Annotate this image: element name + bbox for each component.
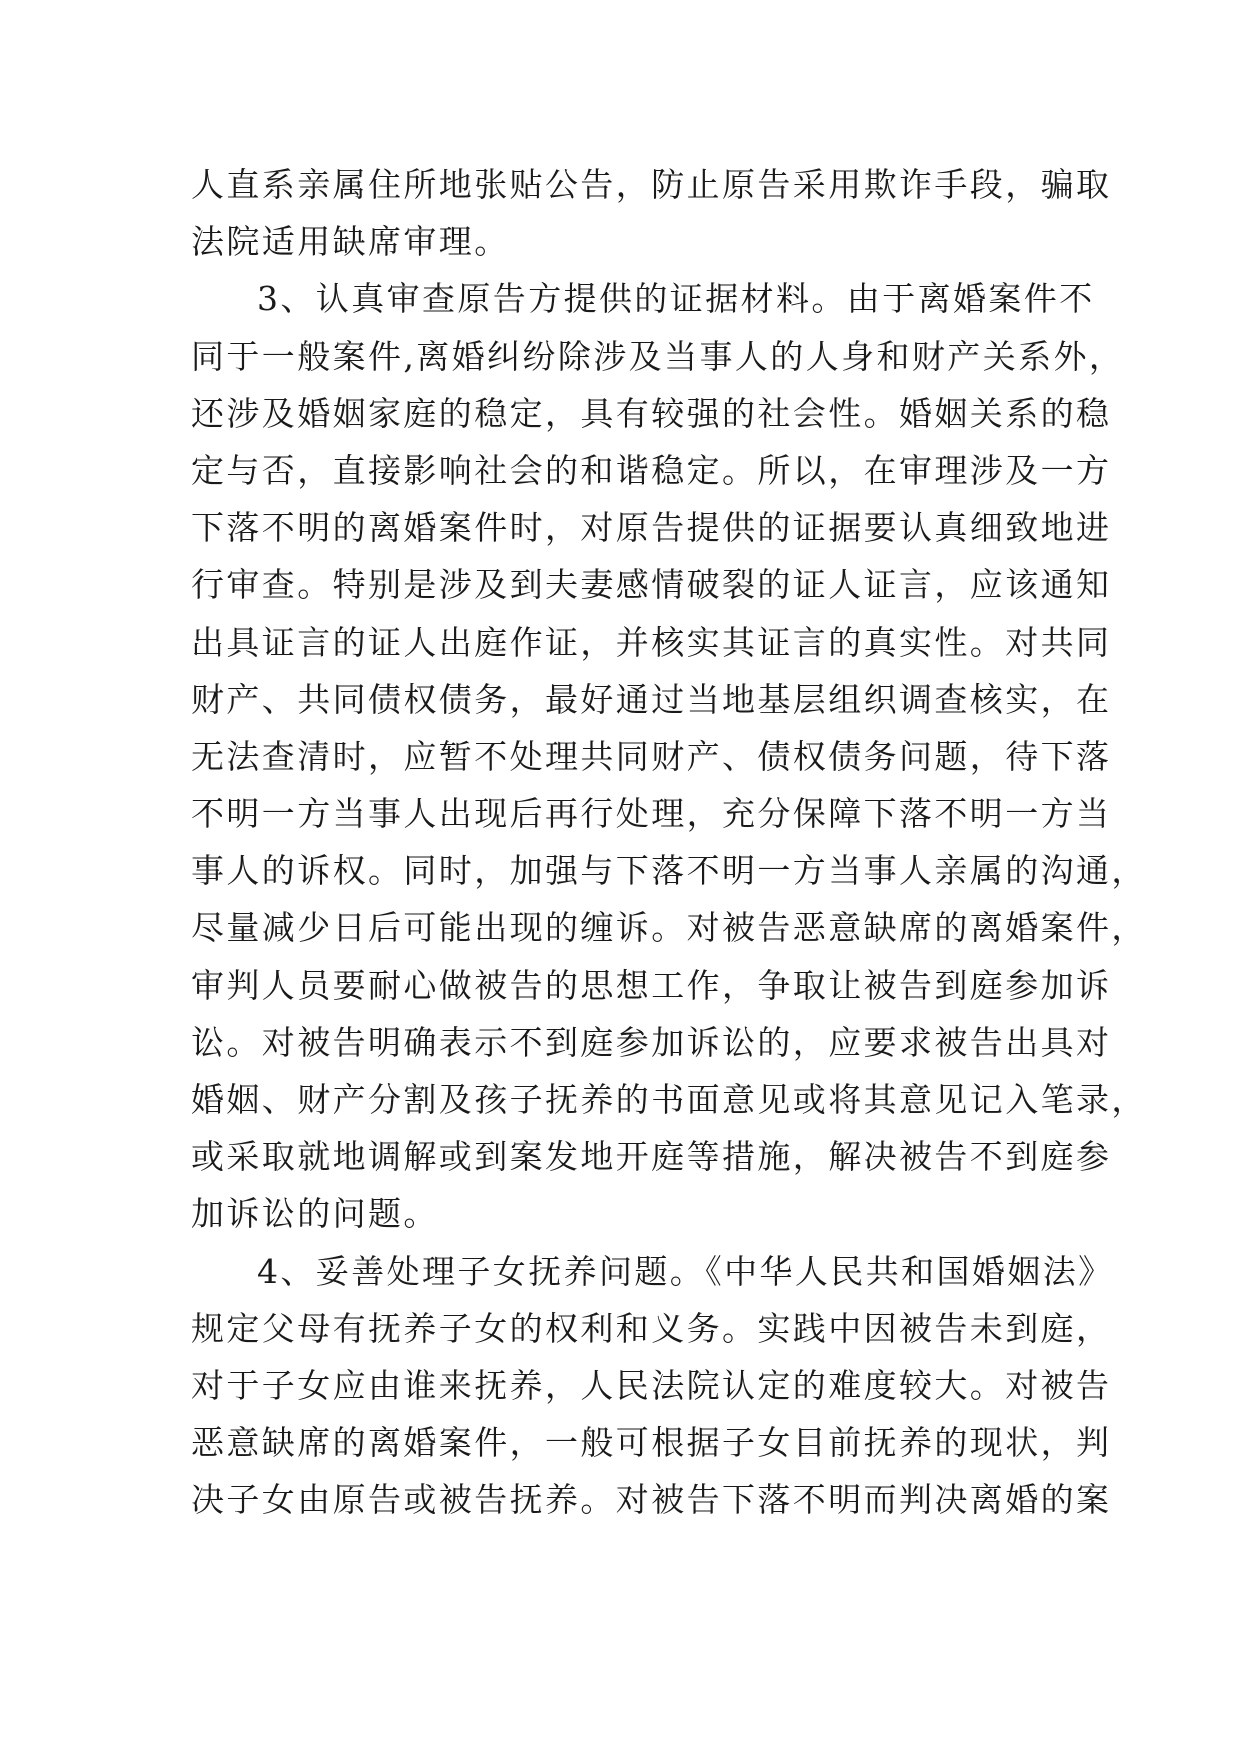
text-line: 法院适用缺席审理。 [191,222,510,262]
text-line: 恶意缺席的离婚案件，一般可根据子女目前抚养的现状，判 [191,1423,1112,1463]
paragraph-heading-3: 3、认真审查原告方提供的证据材料。由于离婚案件不 [257,279,1095,319]
text-line: 或采取就地调解或到案发地开庭等措施，解决被告不到庭参 [191,1137,1112,1177]
text-line: 还涉及婚姻家庭的稳定，具有较强的社会性。婚姻关系的稳 [191,393,1112,433]
text-line: 下落不明的离婚案件时，对原告提供的证据要认真细致地进 [191,508,1112,548]
text-line: 对于子女应由谁来抚养，人民法院认定的难度较大。对被告 [191,1365,1112,1405]
text-line: 规定父母有抚养子女的权利和义务。实践中因被告未到庭， [191,1308,1112,1348]
text-line: 婚姻、财产分割及孩子抚养的书面意见或将其意见记入笔录， [191,1080,1147,1119]
text-line: 无法查清时，应暂不处理共同财产、债权债务问题，待下落 [191,736,1112,776]
text-line: 尽量减少日后可能出现的缠诉。对被告恶意缺席的离婚案件， [191,908,1147,948]
body-text [191,156,1147,1529]
text-line: 讼。对被告明确表示不到庭参加诉讼的，应要求被告出具对 [191,1022,1112,1062]
text-line: 财产、共同债权债务，最好通过当地基层组织调查核实，在 [191,679,1112,719]
text-line: 行审查。特别是涉及到夫妻感情破裂的证人证言，应该通知 [191,565,1112,605]
text-line: 不明一方当事人出现后再行处理，充分保障下落不明一方当 [191,794,1112,834]
text-line: 决子女由原告或被告抚养。对被告下落不明而判决离婚的案 [191,1480,1112,1520]
text-line: 同于一般案件,离婚纠纷除涉及当事人的人身和财产关系外， [191,336,1125,376]
text-line: 加诉讼的问题。 [191,1194,439,1234]
text-line: 定与否，直接影响社会的和谐稳定。所以，在审理涉及一方 [191,450,1112,490]
text-line: 审判人员要耐心做被告的思想工作，争取让被告到庭参加诉 [191,965,1112,1005]
text-line: 人直系亲属住所地张贴公告，防止原告采用欺诈手段，骗取 [191,165,1112,204]
paragraph-heading-4: 4、妥善处理子女抚养问题。《中华人民共和国婚姻法》 [257,1251,1114,1291]
text-line: 事人的诉权。同时，加强与下落不明一方当事人亲属的沟通， [191,851,1147,891]
text-line: 出具证言的证人出庭作证，并核实其证言的真实性。对共同 [191,622,1112,662]
